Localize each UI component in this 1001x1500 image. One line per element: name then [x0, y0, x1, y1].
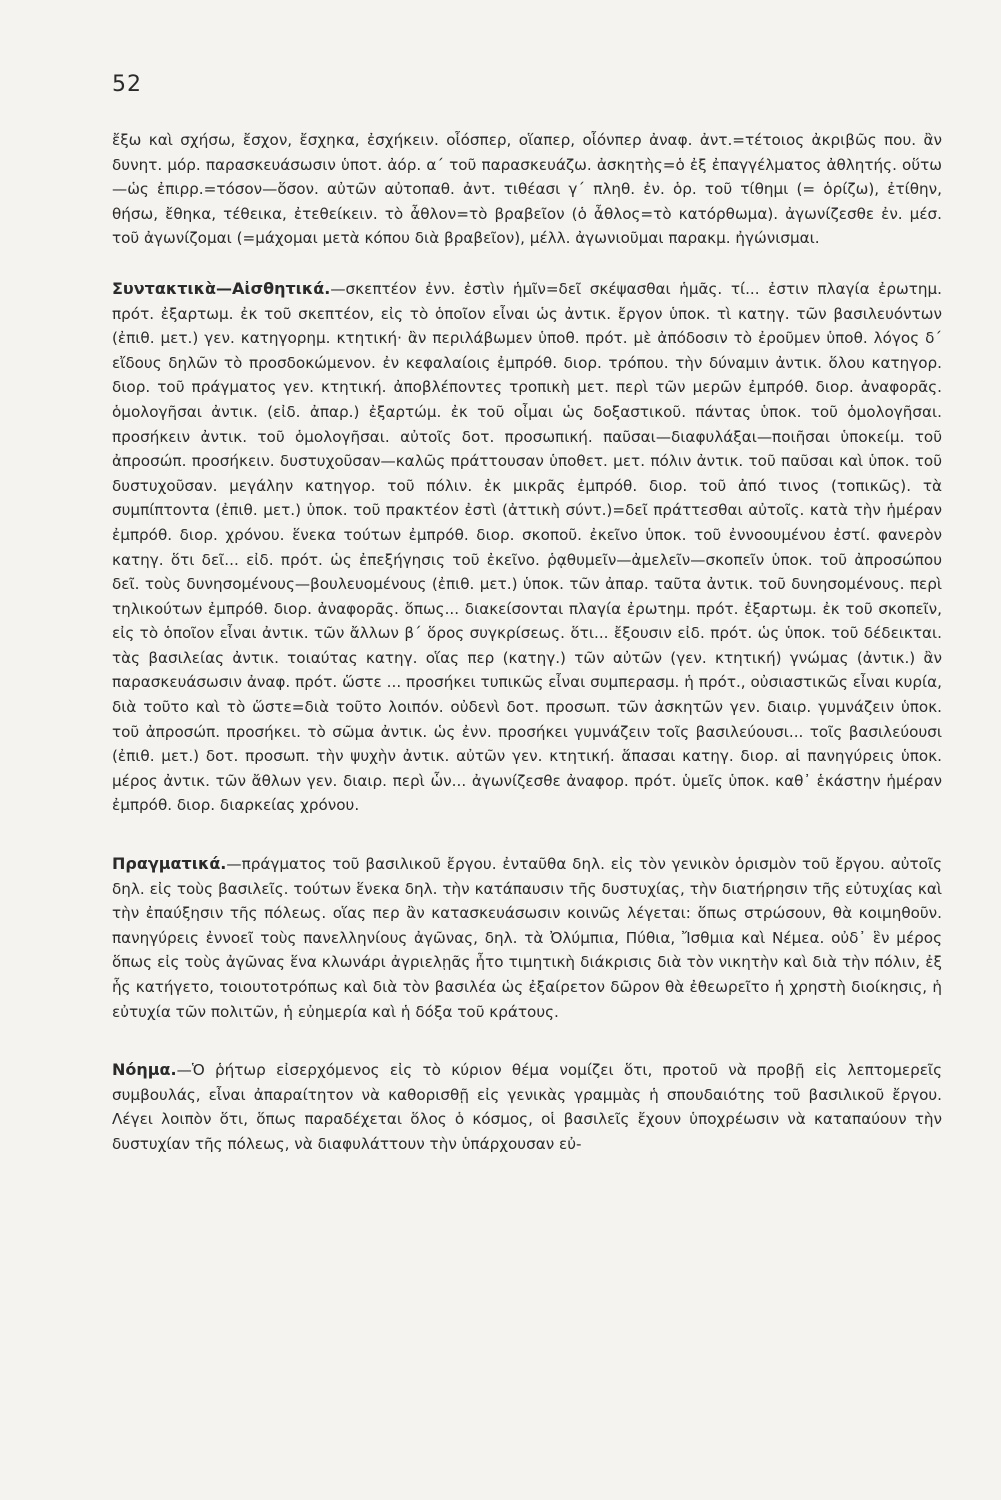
real-heading: Πραγματικά.: [112, 854, 227, 874]
page-body: [112, 128, 942, 1157]
meaning-heading: Νόημα.: [112, 1060, 177, 1080]
real-paragraph: [112, 852, 942, 1024]
meaning-paragraph: [112, 1058, 942, 1156]
syntax-text: —σκεπτέον ἐνν. ἐστὶν ἡμῖν=δεῖ σκέψασθαι ἡμᾶς. τί... ἐστιν πλαγία ἐρωτημ. πρότ. ἐξαρτωμ. ἐκ τοῦ σκεπτέον, εἰς τὸ ὁποῖον εἶναι ὡς ἀντικ. ἔργον ὑποκ. τὶ κατηγ. τῶν βασιλευόντων (ἐπιθ. μετ.) γεν. κατηγορημ. κτητική· ἂν περιλάβωμεν ὑποθ. πρότ. μὲ ἀπόδοσιν τὸ ἐροῦμεν ὑποθ. λόγος δ΄ εἴδους δηλῶν τὸ προσδοκώμενον. ἐν κεφαλαίοις ἐμπρόθ. διορ. τρόπου. τὴν δύναμιν ἀντικ. ὅλου κατηγορ. διορ. τοῦ πράγματος γεν. κτητική. ἀποβλέποντες τροπικὴ μετ. περὶ τῶν μερῶν ἐμπρόθ. διορ. ἀναφορᾶς. ὁμολογῆσαι ἀντικ. (εἰδ. ἀπαρ.) ἐξαρτώμ. ἐκ τοῦ οἶμαι ὡς δοξαστικοῦ. πάντας ὑποκ. τοῦ ὁμολογῆσαι. προσήκειν ἀντικ. τοῦ ὁμολογῆσαι. αὐτοῖς δοτ. προσωπική. παῦσαι—διαφυλάξαι—ποιῆσαι ὑποκείμ. τοῦ ἀπροσώπ. προσήκειν. δυστυχοῦσαν—καλῶς πράττουσαν ὑποθετ. μετ. πόλιν ἀντικ. τοῦ παῦσαι καὶ ὑποκ. τοῦ δυστυχοῦσαν. μεγάλην κατηγορ. τοῦ πόλιν. ἐκ μικρᾶς ἐμπρόθ. διορ. τοῦ ἀπό τινος (τοπικῶς). τὰ συμπίπτοντα (ἐπιθ. μετ.) ὑποκ. τοῦ πρακτέον ἐστὶ (ἀττικὴ σύντ.)=δεῖ πράττεσθαι αὐτοῖς. κατὰ τὴν ἡμέραν ἐμπρόθ. διορ. χρόνου. ἕνεκα τούτων ἐμπρόθ. διορ. σκοποῦ. ἐκεῖνο ὑποκ. τοῦ ἐννοουμένου ἐστί. φανερὸν κατηγ. ὅτι δεῖ... εἰδ. πρότ. ὡς ἐπεξήγησις τοῦ ἐκεῖνο. ῥᾳθυμεῖν—ἀμελεῖν—σκοπεῖν ὑποκ. τοῦ ἀπροσώπου δεῖ. τοὺς δυνησομένους—βουλευομένους (ἐπιθ. μετ.) ὑποκ. τῶν ἀπαρ. ταῦτα ἀντικ. τοῦ δυνησομένους. περὶ τηλικούτων ἐμπρόθ. διορ. ἀναφορᾶς. ὅπως... διακείσονται πλαγία ἐρωτημ. πρότ. ἐξαρτωμ. ἐκ τοῦ σκοπεῖν, εἰς τὸ ὁποῖον εἶναι ἀντικ. τῶν ἄλλων β΄ ὅρος συγκρίσεως. ὅτι... ἔξουσιν εἰδ. πρότ. ὡς ὑποκ. τοῦ δέδεικται. τὰς βασιλείας ἀντικ. τοιαύτας κατηγ. οἵας περ (κατηγ.) τῶν αὐτῶν (γεν. κτητική) γνώμας (ἀντικ.) ἂν παρασκευάσωσιν ἀναφ. πρότ. ὥστε ... προσήκει τυπικῶς εἶναι συμπερασμ. ἡ πρότ., οὐσιαστικῶς εἶναι κυρία, διὰ τοῦτο καὶ τὸ ὥστε=διὰ τοῦτο λοιπόν. οὐδενὶ δοτ. προσωπ. τῶν ἀσκητῶν γεν. διαιρ. γυμνάζειν ὑποκ. τοῦ ἀπροσώπ. προσήκει. τὸ σῶμα ἀντικ. ὡς ἐνν. προσήκει γυμνάζειν τοῖς βασιλεύουσι... τοῖς βασιλεύουσι (ἐπιθ. μετ.) δοτ. προσωπ. τὴν ψυχὴν ἀντικ. αὐτῶν γεν. κτητική. ἅπασαι κατηγ. διορ. αἱ πανηγύρεις ὑποκ. μέρος ἀντικ. τῶν ἄθλων γεν. διαιρ. περὶ ὧν... ἀγωνίζεσθε ἀναφορ. πρότ. ὑμεῖς ὑποκ. καθ᾽ ἑκάστην ἡμέραν ἐμπρόθ. διορ. διαρκείας χρόνου.: [112, 279, 942, 815]
spacer: [112, 251, 942, 277]
page-number: 52: [112, 72, 142, 97]
spacer: [112, 1024, 942, 1058]
meaning-text: —Ὁ ῥήτωρ εἰσερχόμενος εἰς τὸ κύριον θέμα νομίζει ὅτι, προτοῦ νὰ προβῇ εἰς λεπτομερεῖς συμβουλάς, εἶναι ἀπαραίτητον νὰ καθορισθῇ εἰς γενικὰς γραμμὰς ἡ σπουδαιότης τοῦ βασιλικοῦ ἔργου. Λέγει λοιπὸν ὅτι, ὅπως παραδέχεται ὅλος ὁ κόσμος, οἱ βασιλεῖς ἔχουν ὑποχρέωσιν νὰ καταπαύουν τὴν δυστυχίαν τῆς πόλεως, νὰ διαφυλάττουν τὴν ὑπάρχουσαν εὐ-: [112, 1061, 942, 1153]
spacer: [112, 818, 942, 852]
vocabulary-paragraph: ἔξω καὶ σχήσω, ἔσχον, ἔσχηκα, ἐσχήκειν. οἷόσπερ, οἵαπερ, οἷόνπερ ἀναφ. ἀντ.=τέτοιος ἀκριβῶς που. ἂν δυνητ. μόρ. παρασκευάσωσιν ὑποτ. ἀόρ. α΄ τοῦ παρασκευάζω. ἀσκητὴς=ὁ ἐξ ἐπαγγέλματος ἀθλητής. οὕτω—ὡς ἐπιρρ.=τόσον—ὅσον. αὐτῶν αὐτοπαθ. ἀντ. τιθέασι γ΄ πληθ. ἐν. ὁρ. τοῦ τίθημι (= ὁρίζω), ἐτίθην, θήσω, ἔθηκα, τέθεικα, ἐτεθείκειν. τὸ ἆθλον=τὸ βραβεῖον (ὁ ἆθλος=τὸ κατόρθωμα). ἀγωνίζεσθε ἐν. μέσ. τοῦ ἀγωνίζομαι (=μάχομαι μετὰ κόπου διὰ βραβεῖον), μέλλ. ἀγωνιοῦμαι παρακμ. ἠγώνισμαι.: [112, 131, 942, 248]
real-text: —πράγματος τοῦ βασιλικοῦ ἔργου. ἐνταῦθα δηλ. εἰς τὸν γενικὸν ὁρισμὸν τοῦ ἔργου. αὐτοῖς δηλ. εἰς τοὺς βασιλεῖς. τούτων ἕνεκα δηλ. τὴν κατάπαυσιν τῆς δυστυχίας, τὴν διατήρησιν τῆς εὐτυχίας καὶ τὴν ἐπαύξησιν τῆς πόλεως. οἵας περ ἂν κατασκευάσωσιν κοινῶς λέγεται: ὅπως στρώσουν, θὰ κοιμηθοῦν. πανηγύρεις ἐννοεῖ τοὺς πανελληνίους ἀγῶνας, δηλ. τὰ Ὀλύμπια, Πύθια, Ἴσθμια καὶ Νέμεα. οὐδ᾽ ἓν μέρος ὅπως εἰς τοὺς ἀγῶνας ἕνα κλωνάρι ἀγριελῃᾶς ἦτο τιμητικὴ διάκρισις διὰ τὸν νικητὴν καὶ διὰ τὴν πόλιν, ἐξ ἧς κατήγετο, τοιουτοτρόπως καὶ διὰ τὸν βασιλέα ὡς ἐξαίρετον δῶρον θὰ ἐθεωρεῖτο ἡ χρηστὴ διοίκησις, ἡ εὐτυχία τῶν πολιτῶν, ἡ εὐημερία καὶ ἡ δόξα τοῦ κράτους.: [112, 855, 942, 1021]
syntax-paragraph: [112, 277, 942, 818]
syntax-heading: Συντακτικὰ—Αἰσθητικά.: [112, 278, 331, 298]
